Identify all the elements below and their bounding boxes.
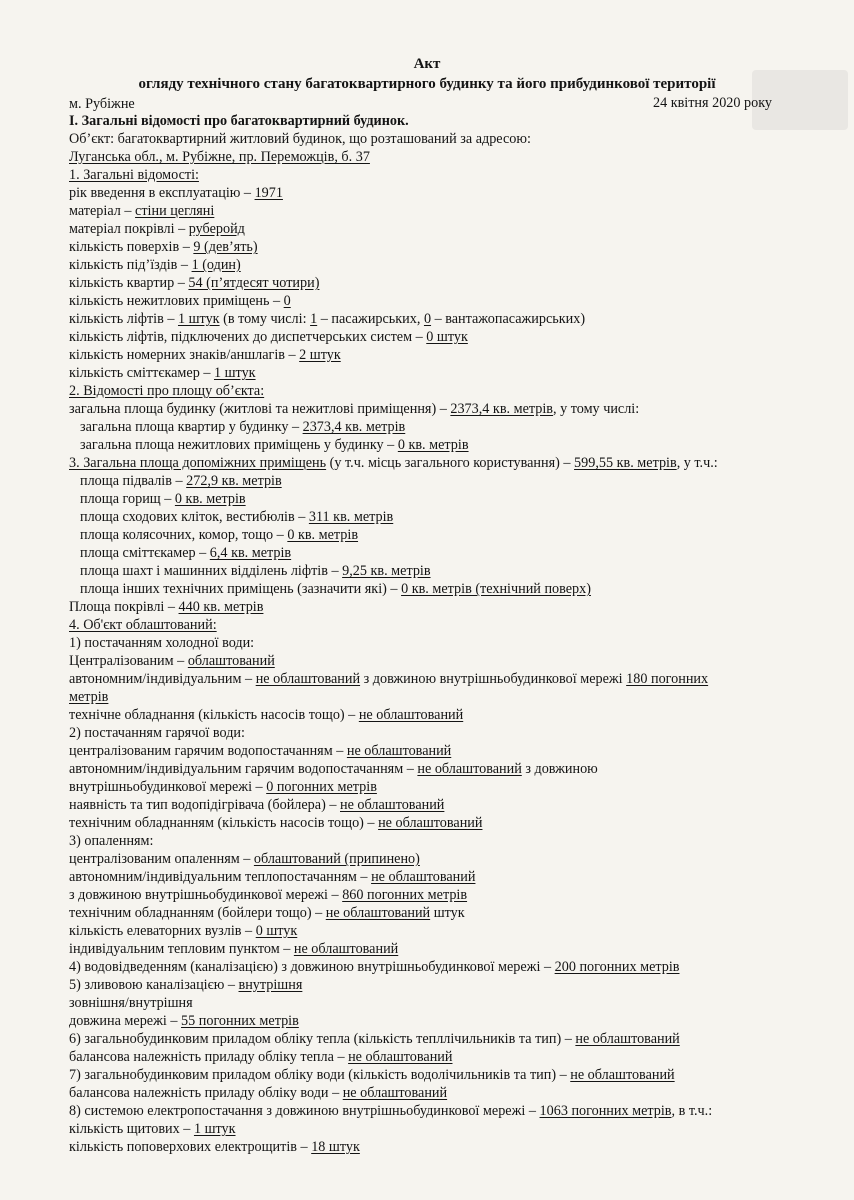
label: наявність та тип водопідігрівача (бойлера) – <box>69 797 340 813</box>
cold-auto-row <box>69 670 708 688</box>
label: індивідуальним тепловим пунктом – <box>69 941 294 957</box>
label: кількість номерних знаків/аншлагів – <box>69 347 300 363</box>
text: (в тому числі: <box>219 311 311 327</box>
value: не облаштований <box>342 1085 448 1101</box>
basement-row <box>80 472 282 490</box>
heating-heading: 3) опаленням: <box>69 833 154 849</box>
cold-central-row <box>69 652 275 670</box>
value: не облаштований <box>417 761 522 777</box>
value: 1971 <box>254 185 283 201</box>
value: 1 штук <box>193 1121 236 1137</box>
value: 0 кв. метрів <box>287 527 359 543</box>
value: не облаштований <box>325 905 431 921</box>
cold-length-unit: метрів <box>69 689 109 705</box>
label: площа сміттєкамер – <box>80 545 210 561</box>
text: , у тому числі: <box>553 401 640 417</box>
equipment-heading: 4. Об'єкт облаштований: <box>69 617 217 633</box>
value: не облаштований <box>570 1067 675 1083</box>
label: 5) зливовою каналізацією – <box>69 977 239 993</box>
label: площа інших технічних приміщень (зазначити які) – <box>80 581 402 597</box>
value: 0 <box>283 293 291 309</box>
date: 24 квітня 2020 року <box>652 95 772 111</box>
label: кількість квартир – <box>69 275 189 291</box>
value: 2 штук <box>299 347 341 363</box>
material-row <box>69 202 214 220</box>
hot-length-row <box>69 778 377 796</box>
chutes-row <box>69 364 256 382</box>
heat-meter-row <box>69 1030 680 1048</box>
storage-row <box>80 526 358 544</box>
value: облаштований <box>187 653 275 669</box>
dispatch-row <box>69 328 468 346</box>
value: 311 кв. метрів <box>308 509 394 525</box>
label: технічним обладнанням (бойлери тощо) – <box>69 905 326 921</box>
value: не облаштований <box>293 941 399 957</box>
label: загальна площа будинку (житлові та нежитлові приміщення) – <box>69 401 451 417</box>
value: не облаштований <box>378 815 483 831</box>
heat-meter-balance-row <box>69 1048 452 1066</box>
value: не облаштований <box>348 1049 453 1065</box>
value: 0 погонних метрів <box>266 779 377 795</box>
label: Площа покрівлі – <box>69 599 179 615</box>
value: не облаштований <box>371 869 476 885</box>
label: 7) загальнобудинковим приладом обліку води (кількість водолічильників та тип) – <box>69 1067 571 1083</box>
text: з довжиною внутрішньобудинкової мережі <box>360 671 627 687</box>
hot-auto-row <box>69 760 598 778</box>
label: 6) загальнобудинковим приладом обліку тепла (кількість тепллічильників та тип) – <box>69 1031 576 1047</box>
label: довжина мережі – <box>69 1013 182 1029</box>
value: внутрішня <box>238 977 303 993</box>
boiler-row <box>69 796 444 814</box>
text: штук <box>430 905 465 921</box>
label: площа горищ – <box>80 491 175 507</box>
label: площа колясочних, комор, тощо – <box>80 527 288 543</box>
floor-boards-row <box>69 1138 360 1156</box>
value: 440 кв. метрів <box>178 599 264 615</box>
cold-tech-row <box>69 706 463 724</box>
roof-area-row <box>69 598 263 616</box>
storm-type: зовнішня/внутрішня <box>69 995 193 1011</box>
lifts-row <box>69 310 585 328</box>
attic-row <box>80 490 246 508</box>
floors-row <box>69 238 258 256</box>
label: Централізованим – <box>69 653 188 669</box>
value: 200 погонних метрів <box>554 959 680 975</box>
value: 2373,4 кв. метрів <box>302 419 406 435</box>
value: 0 штук <box>255 923 298 939</box>
aux-area-row <box>69 454 718 472</box>
value: 6,4 кв. метрів <box>209 545 292 561</box>
value: не облаштований <box>346 743 452 759</box>
water-meter-row <box>69 1066 675 1084</box>
area-heading: 2. Відомості про площу об’єкта: <box>69 383 265 399</box>
label: внутрішньобудинкової мережі – <box>69 779 267 795</box>
value: не облаштований <box>358 707 464 723</box>
value: 0 кв. метрів <box>397 437 469 453</box>
hot-central-row <box>69 742 451 760</box>
value: 1063 погонних метрів <box>539 1103 672 1119</box>
year-row <box>69 184 283 202</box>
value: стіни цегляні <box>135 203 215 219</box>
value: не облаштований <box>255 671 361 687</box>
text: – пасажирських, <box>317 311 424 327</box>
storm-length-row <box>69 1012 299 1030</box>
value: 0 штук <box>426 329 468 345</box>
value: облаштований (припинено) <box>253 851 420 867</box>
document-title: Акт <box>413 56 441 72</box>
heat-length-row <box>69 886 467 904</box>
value: 2373,4 кв. метрів <box>450 401 553 417</box>
shaft-row <box>80 562 431 580</box>
value: 55 погонних метрів <box>181 1013 299 1029</box>
heat-tech-row <box>69 904 465 922</box>
label: балансова належність приладу обліку води – <box>69 1085 343 1101</box>
roof-row <box>69 220 245 238</box>
label: матеріал покрівлі – <box>69 221 189 237</box>
value: 0 кв. метрів <box>174 491 246 507</box>
label: кількість поверхів – <box>69 239 194 255</box>
city: м. Рубіжне <box>69 96 135 112</box>
nonres-row <box>69 292 291 310</box>
label: матеріал – <box>69 203 136 219</box>
value: 1 (один) <box>191 257 241 273</box>
chute-area-row <box>80 544 291 562</box>
label: автономним/індивідуальним теплопостачанням – <box>69 869 372 885</box>
document-subtitle: огляду технічного стану багатоквартирного будинку та його прибудинкової території <box>138 76 716 92</box>
label: з довжиною внутрішньобудинкової мережі – <box>69 887 343 903</box>
heat-auto-row <box>69 868 475 886</box>
value: 1 штук <box>177 311 220 327</box>
section-1-heading: І. Загальні відомості про багатоквартирний будинок. <box>69 113 409 129</box>
value: 0 кв. метрів (технічний поверх) <box>401 581 591 597</box>
hot-tech-row <box>69 814 482 832</box>
label: загальна площа квартир у будинку – <box>80 419 303 435</box>
label: загальна площа нежитлових приміщень у будинку – <box>80 437 398 453</box>
object-address: Луганська обл., м. Рубіжне, пр. Переможців, б. 37 <box>69 149 370 165</box>
label: кількість нежитлових приміщень – <box>69 293 284 309</box>
apartments-row <box>69 274 319 292</box>
object-label: Об’єкт: багатоквартирний житловий будинок, що розташований за адресою: <box>69 131 531 147</box>
label: кількість ліфтів, підключених до диспетчерських систем – <box>69 329 427 345</box>
label: автономним/індивідуальним – <box>69 671 256 687</box>
hot-water-heading: 2) постачанням гарячої води: <box>69 725 245 741</box>
label: централізованим гарячим водопостачанням – <box>69 743 347 759</box>
label: кількість елеваторних вузлів – <box>69 923 256 939</box>
total-area-row <box>69 400 639 418</box>
sewer-row <box>69 958 680 976</box>
stairs-row <box>80 508 393 526</box>
value: не облаштований <box>340 797 445 813</box>
label: площа підвалів – <box>80 473 187 489</box>
label: автономним/індивідуальним гарячим водопостачанням – <box>69 761 418 777</box>
text: , у т.ч.: <box>676 455 718 471</box>
value: 272,9 кв. метрів <box>186 473 282 489</box>
value: не облаштований <box>575 1031 680 1047</box>
label: технічне обладнання (кількість насосів тощо) – <box>69 707 359 723</box>
heat-central-row <box>69 850 420 868</box>
value: 9 (дев’ять) <box>193 239 258 255</box>
label: площа сходових кліток, вестибюлів – <box>80 509 309 525</box>
value: 860 погонних метрів <box>342 887 468 903</box>
water-meter-balance-row <box>69 1084 447 1102</box>
value: 180 погонних <box>626 671 709 687</box>
apt-area-row <box>80 418 405 436</box>
text: з довжиною <box>521 761 598 777</box>
value: 18 штук <box>311 1139 360 1155</box>
value: 1 штук <box>213 365 256 381</box>
text: (у т.ч. місць загального користування) – <box>326 455 575 471</box>
label: централізованим опаленням – <box>69 851 254 867</box>
label: кількість поповерхових електрощитів – <box>69 1139 312 1155</box>
text: – вантажопасажирських) <box>431 311 586 327</box>
value: 0 <box>423 311 432 327</box>
value: 599,55 кв. метрів <box>574 455 677 471</box>
label: 3. Загальна площа допоміжних приміщень <box>69 455 327 471</box>
label: кількість ліфтів – <box>69 311 178 327</box>
elevator-row <box>69 922 297 940</box>
storm-row <box>69 976 302 994</box>
cold-water-heading: 1) постачанням холодної води: <box>69 635 255 651</box>
label: рік введення в експлуатацію – <box>69 185 255 201</box>
power-row <box>69 1102 712 1120</box>
label: балансова належність приладу обліку тепла – <box>69 1049 349 1065</box>
value: 54 (п’ятдесят чотири) <box>188 275 320 291</box>
label: кількість під’їздів – <box>69 257 192 273</box>
text: , в т.ч.: <box>671 1103 713 1119</box>
entrances-row <box>69 256 241 274</box>
general-info-heading: 1. Загальні відомості: <box>69 167 199 183</box>
boards-row <box>69 1120 236 1138</box>
label: 8) системою електропостачання з довжиною внутрішньобудинкової мережі – <box>69 1103 540 1119</box>
label: технічним обладнанням (кількість насосів тощо) – <box>69 815 379 831</box>
label: 4) водовідведенням (каналізацією) з довжиною внутрішньобудинкової мережі – <box>69 959 555 975</box>
label: кількість сміттєкамер – <box>69 365 214 381</box>
label: площа шахт і машинних відділень ліфтів – <box>80 563 343 579</box>
label: кількість щитових – <box>69 1121 194 1137</box>
other-row <box>80 580 591 598</box>
signs-row <box>69 346 341 364</box>
value: 1 <box>310 311 318 327</box>
itp-row <box>69 940 398 958</box>
value: руберойд <box>188 221 245 237</box>
value: 9,25 кв. метрів <box>342 563 431 579</box>
nonres-area-row <box>80 436 469 454</box>
